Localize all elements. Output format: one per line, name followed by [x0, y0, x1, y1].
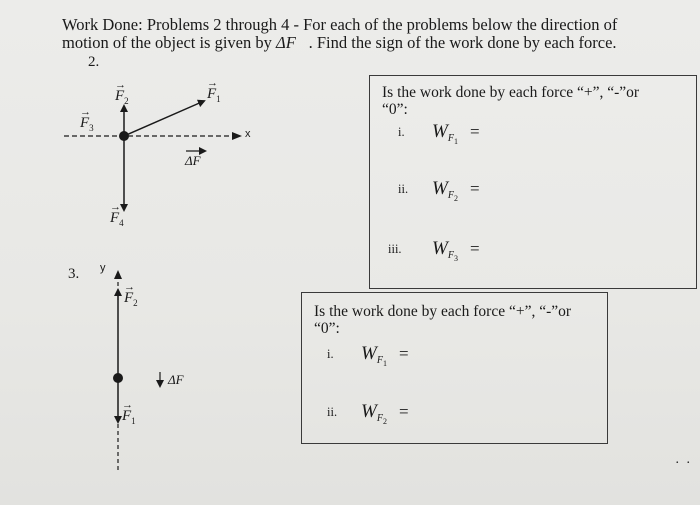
row-numeral: ii.	[398, 181, 409, 196]
answer-row-w-f2	[327, 401, 409, 426]
equals-sign: =	[469, 239, 480, 258]
answer-row-w-f2	[398, 178, 480, 203]
work-sub: F	[447, 132, 454, 144]
label-f1: → $F_1$	[207, 77, 221, 104]
work-subsub: 1	[453, 136, 458, 146]
question-line-2: “0”:	[382, 101, 408, 118]
instructions-line-1: Work Done: Problems 2 through 4 - For each of the problems below the direction of	[62, 15, 618, 34]
label-f3: → $F_3$	[80, 106, 94, 133]
work-symbol: W	[432, 178, 448, 199]
delta-f-label: ΔF	[168, 372, 184, 387]
x-axis-label: x	[245, 128, 251, 140]
label-f3-sub: 3	[89, 123, 94, 133]
problem-3-answer-box	[301, 292, 608, 444]
row-numeral: ii.	[327, 404, 338, 419]
work-subsub: 1	[382, 358, 387, 368]
trailing-dots: . .	[675, 452, 692, 467]
equals-sign: =	[469, 179, 480, 198]
problem-3-number: 3.	[68, 266, 80, 282]
label-f2-letter: F	[124, 290, 134, 306]
equals-sign: =	[398, 344, 409, 363]
label-f2-letter: F	[115, 88, 125, 104]
force-f1-arrow	[124, 101, 204, 136]
x-axis-arrowhead	[232, 132, 242, 140]
delta-f-symbol: ΔF⃗	[276, 33, 309, 52]
object-dot	[113, 373, 123, 383]
label-f2: → $F_2$	[115, 79, 129, 106]
question-line-1: Is the work done by each force “+”, “-”or	[314, 303, 572, 320]
row-numeral: i.	[327, 346, 334, 361]
work-subsub: 2	[453, 193, 458, 203]
question-line-2: “0”:	[314, 320, 340, 337]
work-sub: F	[376, 354, 383, 366]
label-f1-sub: 1	[131, 416, 136, 426]
work-sub: F	[376, 412, 383, 424]
problem-2-answer-box	[369, 75, 697, 289]
question-line-1: Is the work done by each force “+”, “-”or	[382, 84, 640, 101]
label-f1-letter: F	[122, 408, 132, 424]
answer-row-w-f1	[398, 121, 480, 146]
problem-2-number: 2.	[88, 54, 100, 70]
answer-row-w-f1	[327, 343, 409, 368]
problem-3-question	[314, 303, 571, 337]
row-numeral: i.	[398, 124, 405, 139]
label-f1-sub: 1	[216, 94, 221, 104]
work-subsub: 2	[382, 416, 387, 426]
work-symbol: W	[432, 238, 448, 259]
object-dot	[119, 131, 129, 141]
instructions-line-2a: motion of the object is given by	[62, 33, 277, 52]
label-f2: → $F_2$	[124, 281, 138, 308]
label-f1: → $F_1$	[122, 399, 136, 426]
work-symbol: W	[361, 401, 377, 422]
y-axis-label: y	[100, 262, 106, 274]
work-sub: F	[447, 249, 454, 261]
label-f1-letter: F	[207, 86, 217, 102]
label-f4-sub: 4	[119, 218, 124, 228]
label-f3-letter: F	[80, 115, 90, 131]
problem-2-question	[382, 84, 639, 118]
instructions-line-2b: . Find the sign of the work done by each force.	[308, 33, 617, 52]
delta-f-label: ΔF	[185, 153, 201, 168]
work-subsub: 3	[453, 253, 458, 263]
label-f4: → $F_4$	[110, 201, 124, 228]
label-f2-sub: 2	[133, 298, 138, 308]
label-f4-letter: F	[110, 210, 120, 226]
answer-row-w-f3	[388, 238, 480, 263]
y-axis-arrowhead	[114, 270, 122, 279]
work-symbol: W	[432, 121, 448, 142]
equals-sign: =	[398, 402, 409, 421]
label-f2-sub: 2	[124, 96, 129, 106]
equals-sign: =	[469, 122, 480, 141]
work-sub: F	[447, 189, 454, 201]
work-symbol: W	[361, 343, 377, 364]
row-numeral: iii.	[388, 241, 402, 256]
